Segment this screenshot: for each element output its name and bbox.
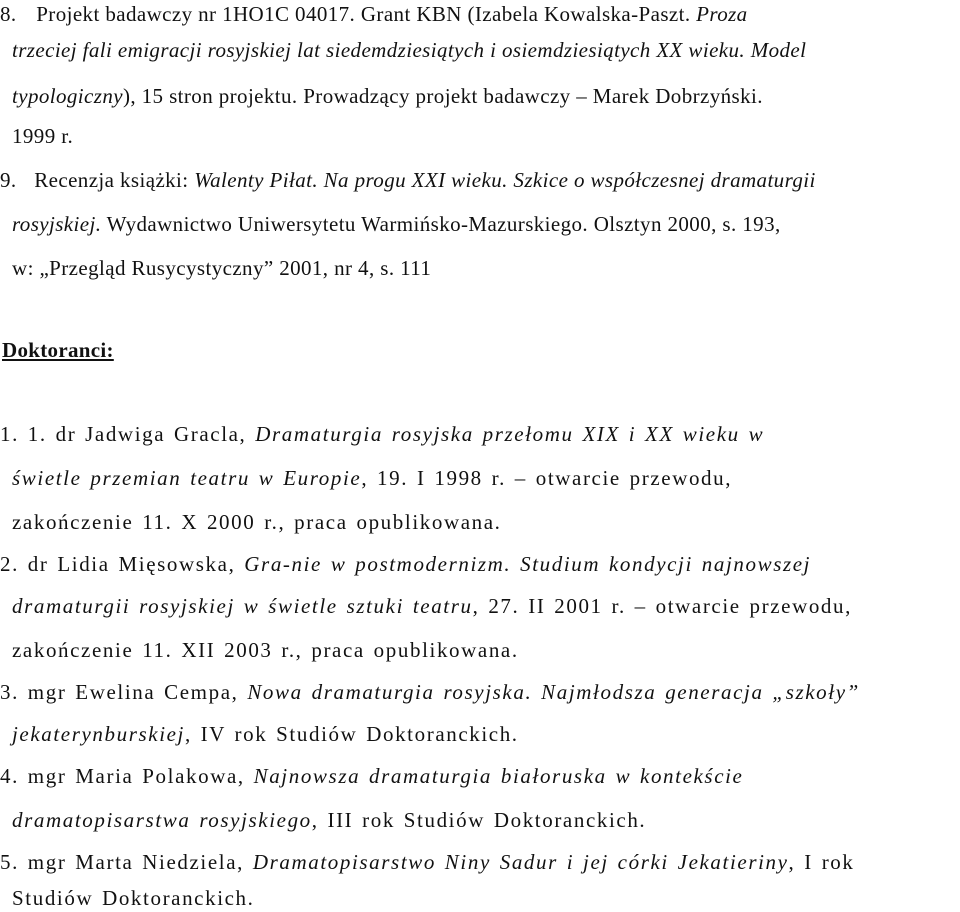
doctoral-4-line-2: dramatopisarstwa rosyjskiego, III rok Studiów Doktoranckich. — [12, 808, 647, 832]
doctoral-3-line-2: jekaterynburskiej, IV rok Studiów Doktoranckich. — [12, 722, 519, 746]
doctoral-2-line-2: dramaturgii rosyjskiej w świetle sztuki teatru, 27. II 2001 r. – otwarcie przewodu, — [12, 594, 852, 618]
doctoral-5-line-1: 5. mgr Marta Niedziela, Dramatopisarstwo Niny Sadur i jej córki Jekatieriny, I rok — [0, 850, 855, 874]
doctoral-1-line-3: zakończenie 11. X 2000 r., praca opublikowana. — [12, 510, 502, 534]
doktoranci-heading: Doktoranci: — [2, 338, 114, 362]
doctoral-2-line-3: zakończenie 11. XII 2003 r., praca opublikowana. — [12, 638, 519, 662]
doctoral-1-line-1: 1. 1. dr Jadwiga Gracla, Dramaturgia rosyjska przełomu XIX i XX wieku w — [0, 422, 765, 446]
doctoral-1-line-2: świetle przemian teatru w Europie, 19. I 1998 r. – otwarcie przewodu, — [12, 466, 733, 490]
doctoral-5-line-2: Studiów Doktoranckich. — [12, 886, 255, 910]
item-8-line-4: 1999 r. — [12, 124, 74, 148]
item-8-line-1: 8. Projekt badawczy nr 1HO1C 04017. Grant KBN (Izabela Kowalska-Paszt. Proza — [0, 2, 748, 26]
item-9-line-3: w: „Przegląd Rusycystyczny” 2001, nr 4, s. 111 — [12, 256, 432, 280]
doctoral-2-line-1: 2. dr Lidia Mięsowska, Gra-nie w postmodernizm. Studium kondycji najnowszej — [0, 552, 812, 576]
doctoral-3-line-1: 3. mgr Ewelina Cempa, Nowa dramaturgia rosyjska. Najmłodsza generacja „szkoły” — [0, 680, 860, 704]
item-8-line-3: typologiczny), 15 stron projektu. Prowadzący projekt badawczy – Marek Dobrzyński. — [12, 84, 763, 108]
item-9-number: 9. — [0, 168, 17, 192]
doctoral-4-line-1: 4. mgr Maria Polakowa, Najnowsza dramaturgia białoruska w kontekście — [0, 764, 744, 788]
item-8-number: 8. — [0, 2, 17, 26]
item-9-line-1: 9. Recenzja książki: Walenty Piłat. Na progu XXI wieku. Szkice o współczesnej dramaturgii — [0, 168, 816, 192]
item-8-line-2: trzeciej fali emigracji rosyjskiej lat siedemdziesiątych i osiemdziesiątych XX wieku. Model — [12, 38, 807, 62]
item-9-line-2: rosyjskiej. Wydawnictwo Uniwersytetu Warmińsko-Mazurskiego. Olsztyn 2000, s. 193, — [12, 212, 781, 236]
